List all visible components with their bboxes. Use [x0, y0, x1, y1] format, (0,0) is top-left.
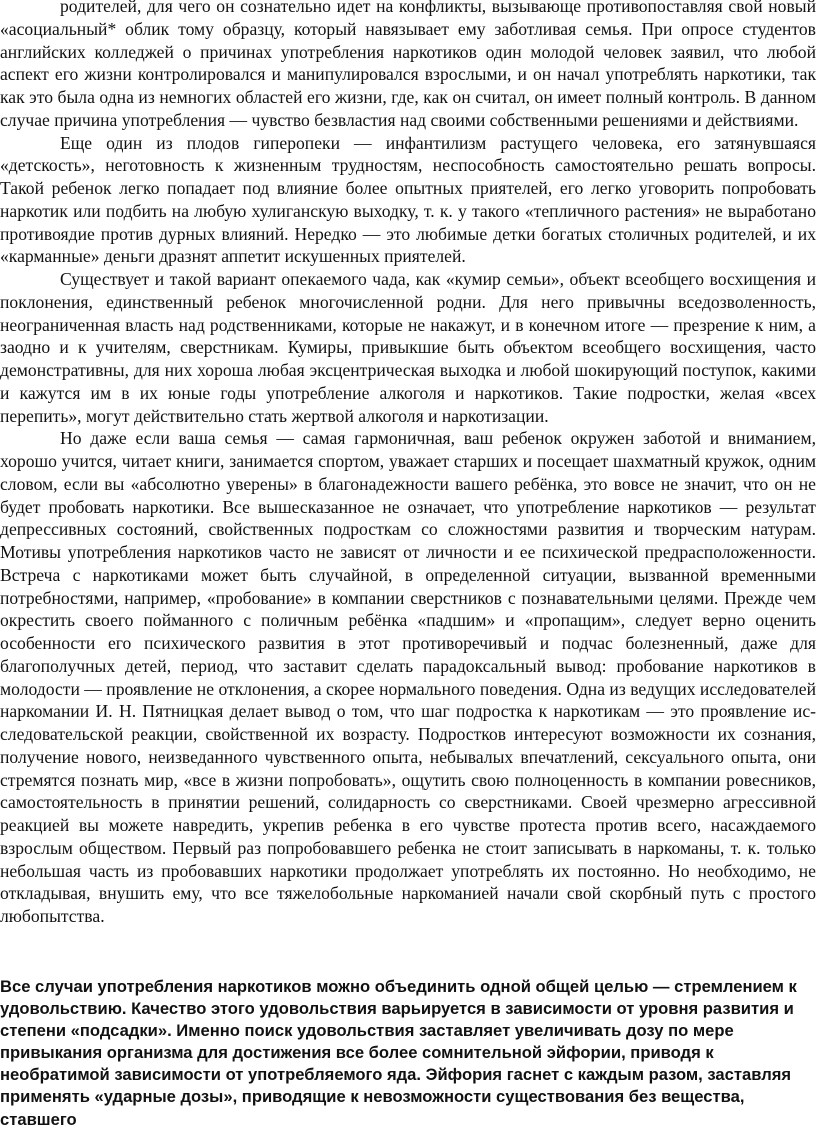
paragraph-continuation: родителей, для чего он сознательно идет на конфликты, вызывающе противопоставляя свой новый «асоциальный* облик тому образцу, который навязывает ему заботливая семья. При опросе студентов английских колледжей о причинах употребления наркотиков один молодой человек заявил, что любой аспект его жизни контролировался и манипулировался взрослыми, и он начал употреблять наркотики, так как это была одна из немногих областей его жизни, где, как он считал, он имеет полный контроль. В данном случае причина употребления — чувство безвластия над своими собственными решениями и действиями. — [0, 0, 816, 130]
paragraph-family-idol: Существует и такой вариант опекаемого чада, как «кумир семьи», объект всеобщего восхищения и поклонения, единственный ребенок многочисленной родни. Для него привычны вседозволенность, неограниченная власть над родственниками, которые не накажут, и в конечном итоге — презрение к ним, а заодно и к учителям, сверстникам. Кумиры, привыкшие быть объектом всеобщего восхищения, часто демонстративны, для них хороша любая эксцентрическая выходка и любой шокирующий поступок, какими и кажутся им в их юные годы употребление алкоголя и наркотиков. Такие подростки, желая «всех перепить», могут действительно стать жертвой алкоголя и наркотизации. — [0, 269, 816, 426]
paragraph-infantilism: Еще один из плодов гиперопеки — инфантилизм растущего человека, его затянувшаяся «детскость», неготовность к жизненным трудностям, неспособность самостоятельно решать вопросы. Такой ребенок легко попадает под влияние более опытных приятелей, его легко уговорить попробовать наркотик или подбить на любую хулиганскую выходку, т. к. у такого «тепличного растения» не выработано противоядие против дурных влияний. Нередко — это любимые детки богатых столичных родителей, и их «карманные» деньги дразнят аппетит искушенных приятелей. — [0, 132, 816, 267]
paragraph-harmonious-family: Но даже если ваша семья — самая гармоничная, ваш ребенок окружен заботой и вниманием, хорошо учится, читает книги, занимается спортом, уважает старших и посещает шахматный кружок, одним словом, если вы «абсолютно уверены» в благонадежности вашего ребёнка, это вовсе не значит, что он не будет пробовать наркотики. Все вышесказанное не означает, что употребление наркотиков — результат депрессивных состояний, свойственных подросткам со сложностями развития и творческим натурам. Мотивы употребления наркотиков часто не зависят от личности и ее психической предрасположенности. Встреча с наркотиками может быть случайной, в определенной ситуации, вызванной временными потребностями, например, «пробование» в компании сверстников с познавательными целями. Прежде чем окрестить своего пойманного с поличным ребёнка «падшим» и «пропащим», следует верно оценить особенности его психического развития в этот противоречивый и подчас болезненный, даже для благополучных детей, период, что заставит сделать парадоксальный вывод: пробование наркотиков в молодости — проявление не отклонения, а скорее нормального поведения. Одна из ведущих исследователей наркомании И. Н. Пятницкая делает вывод о том, что шаг подростка к наркотикам — это проявление исследовательской реакции, свойственной их возрасту. Подростков интересуют возможности их сознания, получение нового, неизведанного чувственного опыта, небывалых впечатлений, сексуального опыта, они стремятся познать мир, «все в жизни попробовать», ощутить свою полноценность в компании ровесников, самостоятельность в принятии решений, солидарность со сверстниками. Своей чрезмерно агрессивной реакцией вы можете навредить, укрепив ребенка в его чувстве протеста против всего, насаждаемого взрослым обществом. Первый раз попробовавшего ребенка не стоит записывать в наркоманы, т. к. только небольшая часть из пробовавших наркотики продолжает употреблять их постоянно. Но необходимо, не откладывая, внушить ему, что все тяжелобольные наркоманией начали свой скорбный путь с простого любопытства. — [0, 428, 816, 926]
paragraph-pleasure-bold: Все случаи употребления наркотиков можно объединить одной общей целью — стремлением к удовольствию. Качество этого удовольствия варьируется в зависимости от уровня развития и степени «подсадки». Именно поиск удовольствия заставляет увеличивать дозу по мере привыкания организма для достижения все более сомнительной эйфории, приводя к необратимой зависимости от употребляемого яда. Эйфория гаснет с каждым разом, заставляя применять «ударные дозы», приводящие к невозможности существования без вещества, ставшего — [0, 977, 797, 1129]
